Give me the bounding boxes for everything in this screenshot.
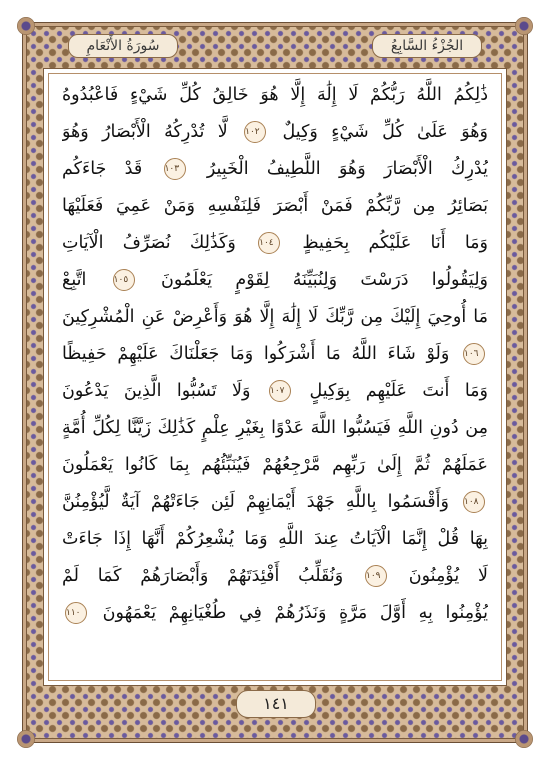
verse-text: يُؤْمِنُوا بِهِ أَوَّلَ مَرَّةٍ وَنَذَرُهُمْ فِي طُغْيَانِهِمْ يَعْمَهُونَ (102, 603, 488, 623)
text-line (62, 484, 488, 521)
text-line (62, 410, 488, 447)
text-line (62, 299, 488, 336)
verse-text: وَلِيَقُولُوا دَرَسْتَ وَلِنُبَيِّنَهُ لِقَوْمٍ يَعْلَمُونَ (160, 270, 488, 290)
text-line (62, 114, 488, 151)
verse-text: قَدْ جَاءَكُم (62, 159, 143, 179)
page-header (30, 28, 520, 62)
surah-name: سُورَةُ الأَنْعَامِ (68, 34, 178, 58)
verse-text: وَأَقْسَمُوا بِاللَّهِ جَهْدَ أَيْمَانِهِمْ لَئِن جَاءَتْهُمْ آيَةٌ لَّيُؤْمِنُنَّ (62, 492, 449, 512)
ayah-marker: ١٠٢ (244, 121, 266, 143)
text-line (62, 595, 488, 632)
verse-text: ذَٰلِكُمُ اللَّهُ رَبُّكُمْ لَا إِلَٰهَ إِلَّا هُوَ خَالِقُ كُلِّ شَيْءٍ فَاعْبُدُوهُ (62, 85, 488, 105)
text-line (62, 151, 488, 188)
ayah-marker: ١٠٧ (269, 380, 291, 402)
corner-ornament-icon (515, 730, 533, 748)
ayah-marker: ١٠٤ (258, 232, 280, 254)
verse-text: وَلَا تَسُبُّوا الَّذِينَ يَدْعُونَ (62, 381, 251, 401)
corner-ornament-icon (17, 730, 35, 748)
text-line (62, 373, 488, 410)
text-line (62, 336, 488, 373)
ayah-marker: ١٠٨ (463, 491, 485, 513)
text-line (62, 77, 488, 114)
text-line (62, 262, 488, 299)
page-number: ١٤١ (236, 690, 316, 718)
verse-text: لَّا تُدْرِكُهُ الْأَبْصَارُ وَهُوَ (62, 122, 228, 142)
verse-text: وَمَا أَنتَ عَلَيْهِم بِوَكِيلٍ (309, 381, 488, 401)
verse-text: وَهُوَ عَلَىٰ كُلِّ شَيْءٍ وَكِيلٌ (282, 122, 488, 142)
ayah-marker: ١٠٣ (164, 158, 186, 180)
text-line (62, 558, 488, 595)
text-line (62, 521, 488, 558)
text-line (62, 225, 488, 262)
verse-text: وَنُقَلِّبُ أَفْئِدَتَهُمْ وَأَبْصَارَهُمْ كَمَا لَمْ (62, 566, 344, 586)
verse-text: بَصَائِرُ مِن رَّبِّكُمْ فَمَنْ أَبْصَرَ فَلِنَفْسِهِ وَمَنْ عَمِيَ فَعَلَيْهَا (62, 196, 488, 216)
verse-text: مَا أُوحِيَ إِلَيْكَ مِن رَّبِّكَ لَا إِلَٰهَ إِلَّا هُوَ وَأَعْرِضْ عَنِ الْمُشْرِكِينَ (62, 307, 488, 327)
juz-name: الجُزْءُ السَّابِعُ (372, 34, 482, 58)
text-panel (43, 68, 507, 686)
text-line (62, 188, 488, 225)
ayah-marker: ١٠٦ (463, 343, 485, 365)
verse-text: وَمَا أَنَا عَلَيْكُم بِحَفِيظٍ (302, 233, 488, 253)
verse-text: وَلَوْ شَاءَ اللَّهُ مَا أَشْرَكُوا وَمَا جَعَلْنَاكَ عَلَيْهِمْ حَفِيظًا (62, 344, 450, 364)
verse-text: لَا يُؤْمِنُونَ (408, 566, 488, 586)
verse-text: اتَّبِعْ (62, 270, 87, 290)
verse-text: عَمَلَهُمْ ثُمَّ إِلَىٰ رَبِّهِم مَّرْجِعُهُمْ فَيُنَبِّئُهُم بِمَا كَانُوا يَعْمَلُونَ (62, 455, 488, 475)
verse-text: يُدْرِكُ الْأَبْصَارَ وَهُوَ اللَّطِيفُ الْخَبِيرُ (206, 159, 488, 179)
ayah-marker: ١٠٩ (365, 565, 387, 587)
quran-text (62, 77, 488, 632)
text-line (62, 447, 488, 484)
verse-text: مِن دُونِ اللَّهِ فَيَسُبُّوا اللَّهَ عَدْوًا بِغَيْرِ عِلْمٍ كَذَٰلِكَ زَيَّنَّا لِكُلِّ أُمَّةٍ (62, 418, 488, 438)
verse-text: بِهَا قُلْ إِنَّمَا الْآيَاتُ عِندَ اللَّهِ وَمَا يُشْعِرُكُمْ أَنَّهَا إِذَا جَاءَتْ (62, 529, 488, 549)
ayah-marker: ١١٠ (65, 602, 87, 624)
ayah-marker: ١٠٥ (113, 269, 135, 291)
verse-text: وَكَذَٰلِكَ نُصَرِّفُ الْآيَاتِ (62, 233, 236, 253)
